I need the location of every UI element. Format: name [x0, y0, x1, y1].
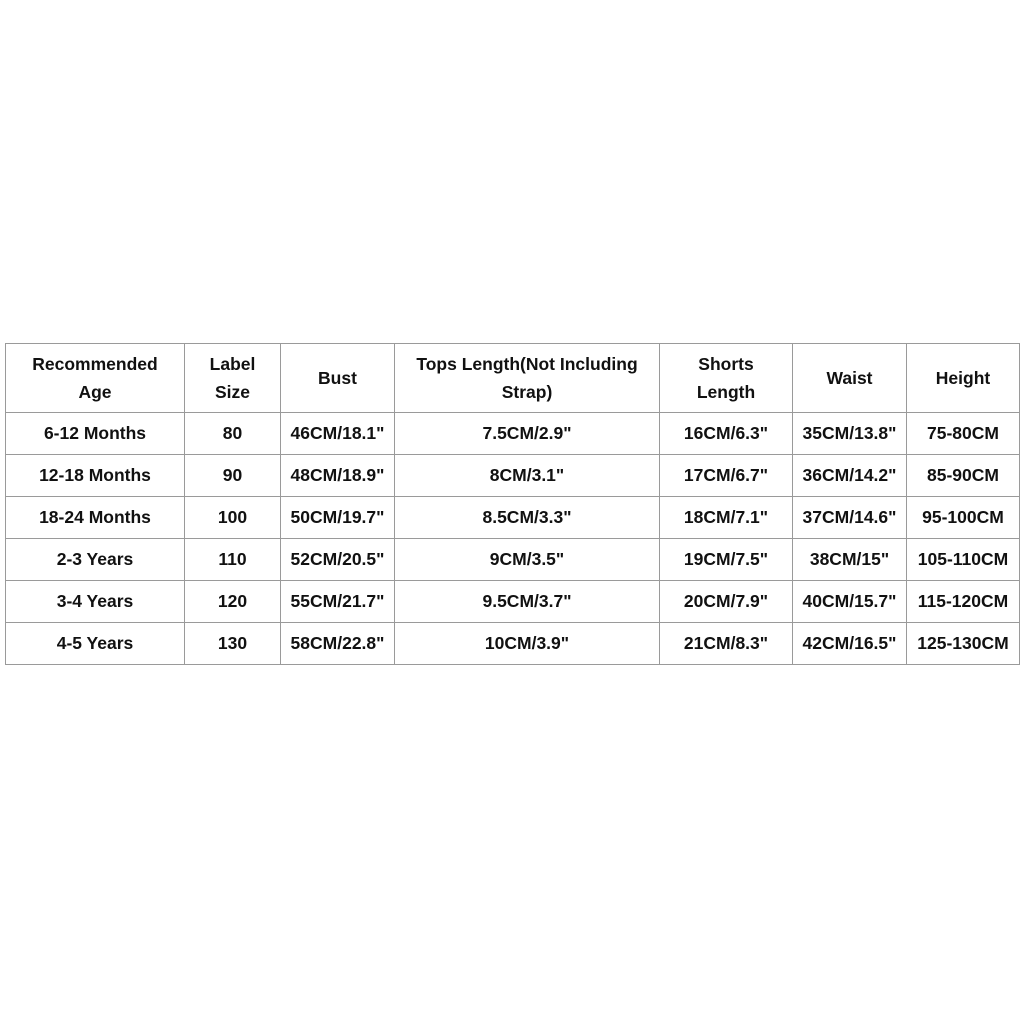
table-row: [6, 413, 1020, 455]
table-row: [6, 623, 1020, 665]
cell-age: 6-12 Months: [6, 413, 185, 455]
cell-age: 4-5 Years: [6, 623, 185, 665]
cell-bust: 50CM/19.7": [281, 497, 395, 539]
cell-height: 75-80CM: [907, 413, 1020, 455]
size-chart-table: [5, 343, 1020, 665]
header-line: Size: [214, 382, 251, 402]
cell-shorts-length: 20CM/7.9": [660, 581, 793, 623]
cell-shorts-length: 17CM/6.7": [660, 455, 793, 497]
cell-label-size: 110: [185, 539, 281, 581]
header-shorts-length: [660, 344, 793, 413]
cell-waist: 38CM/15": [793, 539, 907, 581]
header-line: Tops Length(Not Including: [416, 354, 638, 374]
cell-tops-length: 8CM/3.1": [395, 455, 660, 497]
cell-waist: 36CM/14.2": [793, 455, 907, 497]
header-waist: [793, 344, 907, 413]
cell-age: 3-4 Years: [6, 581, 185, 623]
header-recommended-age: [6, 344, 185, 413]
table-row: [6, 455, 1020, 497]
header-line: Bust: [318, 368, 357, 388]
header-line: Length: [696, 382, 756, 402]
cell-shorts-length: 21CM/8.3": [660, 623, 793, 665]
cell-waist: 40CM/15.7": [793, 581, 907, 623]
cell-age: 12-18 Months: [6, 455, 185, 497]
cell-bust: 55CM/21.7": [281, 581, 395, 623]
cell-tops-length: 10CM/3.9": [395, 623, 660, 665]
cell-height: 105-110CM: [907, 539, 1020, 581]
cell-shorts-length: 16CM/6.3": [660, 413, 793, 455]
header-line: Strap): [501, 382, 553, 402]
cell-label-size: 90: [185, 455, 281, 497]
cell-height: 95-100CM: [907, 497, 1020, 539]
cell-tops-length: 7.5CM/2.9": [395, 413, 660, 455]
cell-tops-length: 9CM/3.5": [395, 539, 660, 581]
header-line: Label: [209, 354, 256, 374]
cell-waist: 37CM/14.6": [793, 497, 907, 539]
cell-shorts-length: 18CM/7.1": [660, 497, 793, 539]
cell-bust: 52CM/20.5": [281, 539, 395, 581]
cell-waist: 35CM/13.8": [793, 413, 907, 455]
cell-tops-length: 8.5CM/3.3": [395, 497, 660, 539]
header-label-size: [185, 344, 281, 413]
cell-age: 18-24 Months: [6, 497, 185, 539]
cell-height: 85-90CM: [907, 455, 1020, 497]
header-height: [907, 344, 1020, 413]
cell-shorts-length: 19CM/7.5": [660, 539, 793, 581]
header-bust: [281, 344, 395, 413]
header-line: Recommended: [32, 354, 158, 374]
cell-height: 125-130CM: [907, 623, 1020, 665]
header-line: Height: [935, 368, 991, 388]
table-row: [6, 581, 1020, 623]
header-line: Waist: [826, 368, 873, 388]
cell-height: 115-120CM: [907, 581, 1020, 623]
cell-tops-length: 9.5CM/3.7": [395, 581, 660, 623]
table-row: [6, 539, 1020, 581]
cell-bust: 48CM/18.9": [281, 455, 395, 497]
cell-bust: 58CM/22.8": [281, 623, 395, 665]
header-line: Age: [78, 382, 112, 402]
cell-label-size: 130: [185, 623, 281, 665]
cell-bust: 46CM/18.1": [281, 413, 395, 455]
table-row: [6, 497, 1020, 539]
size-chart-container: [5, 343, 1019, 665]
cell-age: 2-3 Years: [6, 539, 185, 581]
cell-label-size: 120: [185, 581, 281, 623]
cell-waist: 42CM/16.5": [793, 623, 907, 665]
header-row: [6, 344, 1020, 413]
cell-label-size: 100: [185, 497, 281, 539]
header-tops-length: [395, 344, 660, 413]
cell-label-size: 80: [185, 413, 281, 455]
header-line: Shorts: [698, 354, 754, 374]
